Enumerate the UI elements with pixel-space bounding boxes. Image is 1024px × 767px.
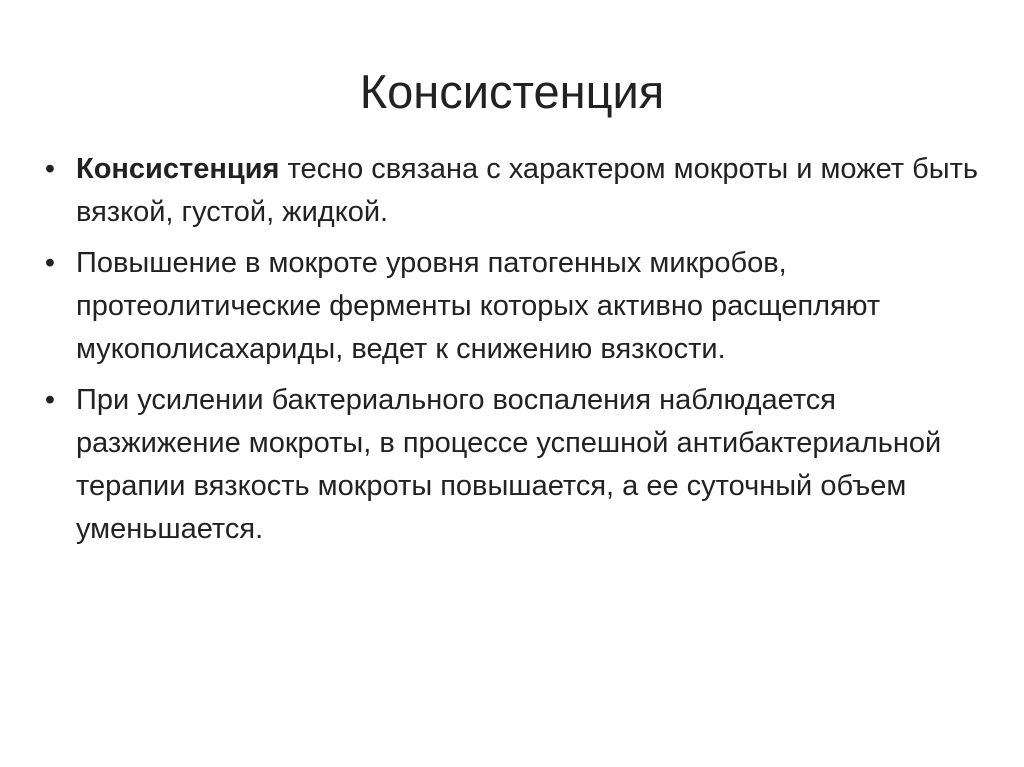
bullet-bold-term: Консистенция <box>76 153 280 185</box>
bullet-item <box>40 148 1000 234</box>
bullet-text: тесно связана с характером мокроты и может быть вязкой, густой, жидкой. <box>76 153 978 228</box>
bullet-text: Повышение в мокроте уровня патогенных микробов, протеолитические ферменты которых активно расщепляют мукополисахариды, ведет к снижению вязкости. <box>76 247 881 365</box>
bullet-item <box>40 379 1000 551</box>
bullet-item <box>40 242 1000 371</box>
bullet-marker-icon: • <box>44 153 56 185</box>
bullet-marker-icon: • <box>44 384 56 416</box>
slide-title: Консистенция <box>359 65 665 118</box>
bullet-marker-icon: • <box>44 247 56 279</box>
bullet-text: При усилении бактериального воспаления наблюдается разжижение мокроты, в процессе успешной антибактериальной терапии вязкость мокроты повышается, а ее суточный объем уменьшается. <box>76 384 942 545</box>
bullet-list <box>40 148 1000 559</box>
